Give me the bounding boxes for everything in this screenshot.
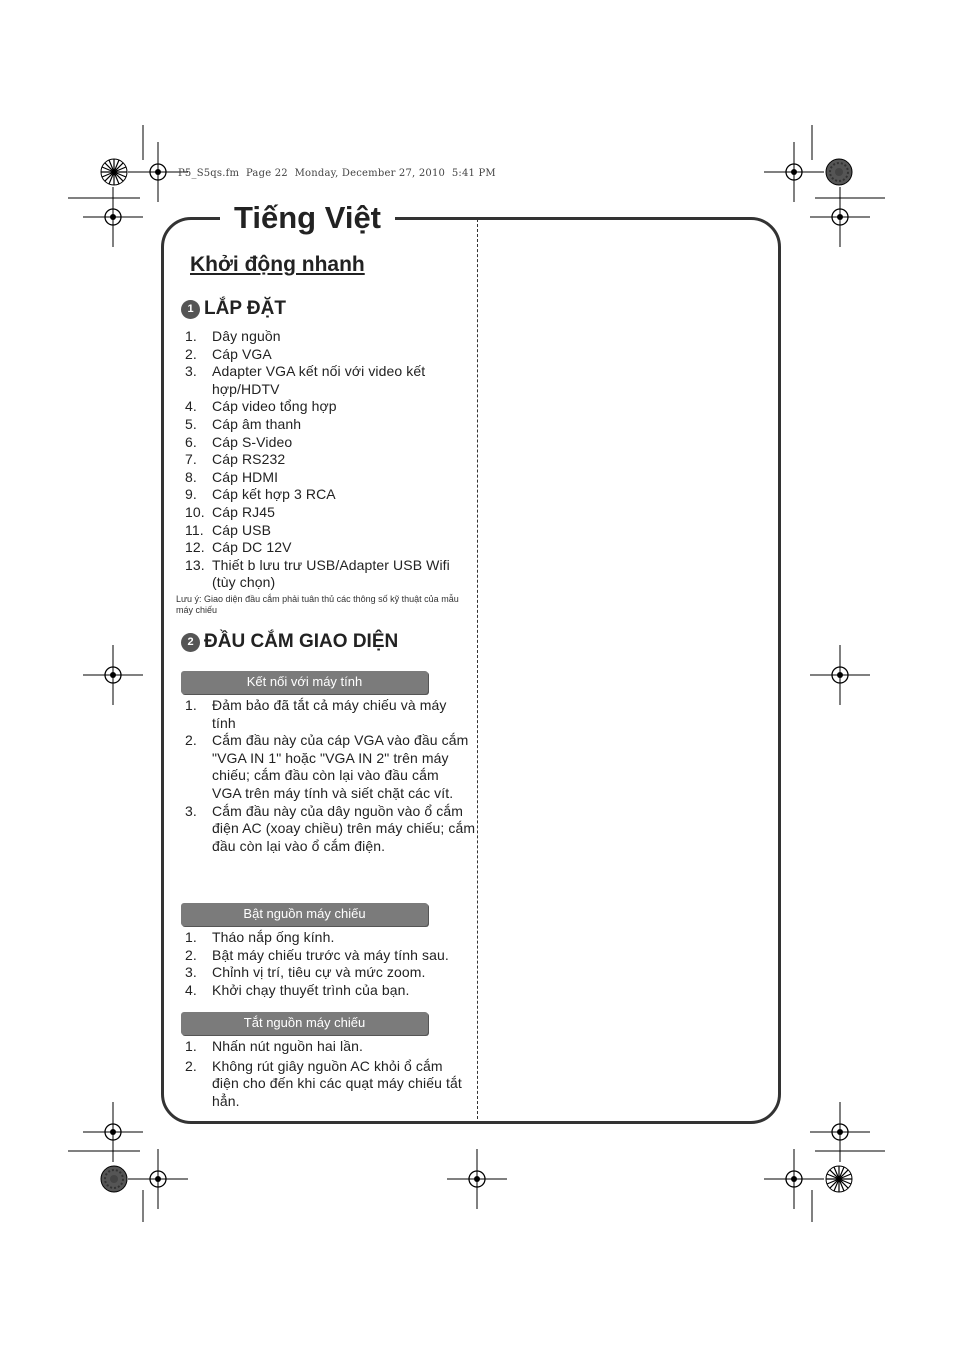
- list-item: 2. Bật máy chiếu trước và máy tính sau.: [185, 946, 449, 963]
- quick-start-title: Khởi động nhanh: [190, 253, 365, 276]
- list-item: 1. Dây nguồn: [185, 328, 281, 344]
- language-title: Tiếng Việt: [220, 196, 395, 240]
- list-item: 7. Cáp RS232: [185, 451, 286, 468]
- list-item: 1. Nhấn nút nguồn hai lần.: [185, 1038, 363, 1054]
- section-number-badge: 1: [181, 300, 200, 319]
- list-item: 3. Chỉnh vị trí, tiêu cự và mức zoom.: [185, 964, 426, 981]
- list-item: 8. Cáp HDMI: [185, 468, 279, 485]
- list-item: 1. Tháo nắp ống kính.: [185, 929, 335, 945]
- list-item: 4. Cáp video tổng hợp: [185, 398, 337, 415]
- power-on-label: Bật nguồn máy chiếu: [181, 903, 428, 926]
- connect-pc-list: [185, 697, 476, 855]
- connect-pc-label: Kết nối với máy tính: [181, 671, 428, 694]
- column-divider: [477, 219, 478, 1124]
- print-header: P5_S5qs.fm Page 22 Monday, December 27, 2010 5:41 PM: [178, 168, 496, 179]
- list-item: 4. Khởi chạy thuyết trình của bạn.: [185, 981, 410, 998]
- list-item: 12. Cáp DC 12V: [185, 539, 292, 556]
- list-item: 2. Cáp VGA: [185, 345, 272, 362]
- list-item: 3. Adapter VGA kết nối với video kết hợp/HDTV: [185, 363, 426, 397]
- list-item: 6. Cáp S-Video: [185, 433, 293, 450]
- list-item: 3. Cắm đầu này của dây nguồn vào ổ cắm điện AC (xoay chiều) trên máy chiếu; cắm đầu còn lại vào ổ cắm điện.: [185, 802, 476, 854]
- list-item: 1. Đảm bảo đã tắt cả máy chiếu và máy tính: [185, 697, 447, 731]
- power-off-label: Tắt nguồn máy chiếu: [181, 1012, 428, 1035]
- list-item: 5. Cáp âm thanh: [185, 415, 302, 432]
- installation-heading: [181, 298, 286, 320]
- power-on-list: [185, 929, 475, 999]
- power-off-list: [185, 1038, 470, 1110]
- list-item: 11. Cáp USB: [185, 521, 272, 538]
- connectors-heading: [181, 631, 398, 653]
- connectors-heading-text: ĐẦU CẮM GIAO DIỆN: [204, 631, 399, 652]
- installation-heading-text: LẮP ĐẶT: [204, 298, 286, 319]
- list-item: 2. Không rút giây nguồn AC khỏi ổ cắm điện cho đến khi các quạt máy chiếu tắt hẳn.: [185, 1057, 462, 1109]
- list-item: 13. Thiết b lưu trư USB/Adapter USB Wifi (tùy chọn): [185, 556, 450, 591]
- list-item: 10. Cáp RJ45: [185, 503, 276, 520]
- list-item: 9. Cáp kết hợp 3 RCA: [185, 486, 336, 503]
- installation-list: [185, 328, 475, 592]
- list-item: 2. Cắm đầu này của cáp VGA vào đầu cắm "VGA IN 1" hoặc "VGA IN 2" trên máy chiếu; cắm đầu còn lại vào đầu cắm VGA trên máy tính và siết chặt các vít.: [185, 732, 469, 801]
- installation-note: Lưu ý: Giao diện đầu cắm phải tuân thủ các thông số kỹ thuật của mẫu máy chiếu: [176, 594, 459, 615]
- section-number-badge: 2: [181, 633, 200, 652]
